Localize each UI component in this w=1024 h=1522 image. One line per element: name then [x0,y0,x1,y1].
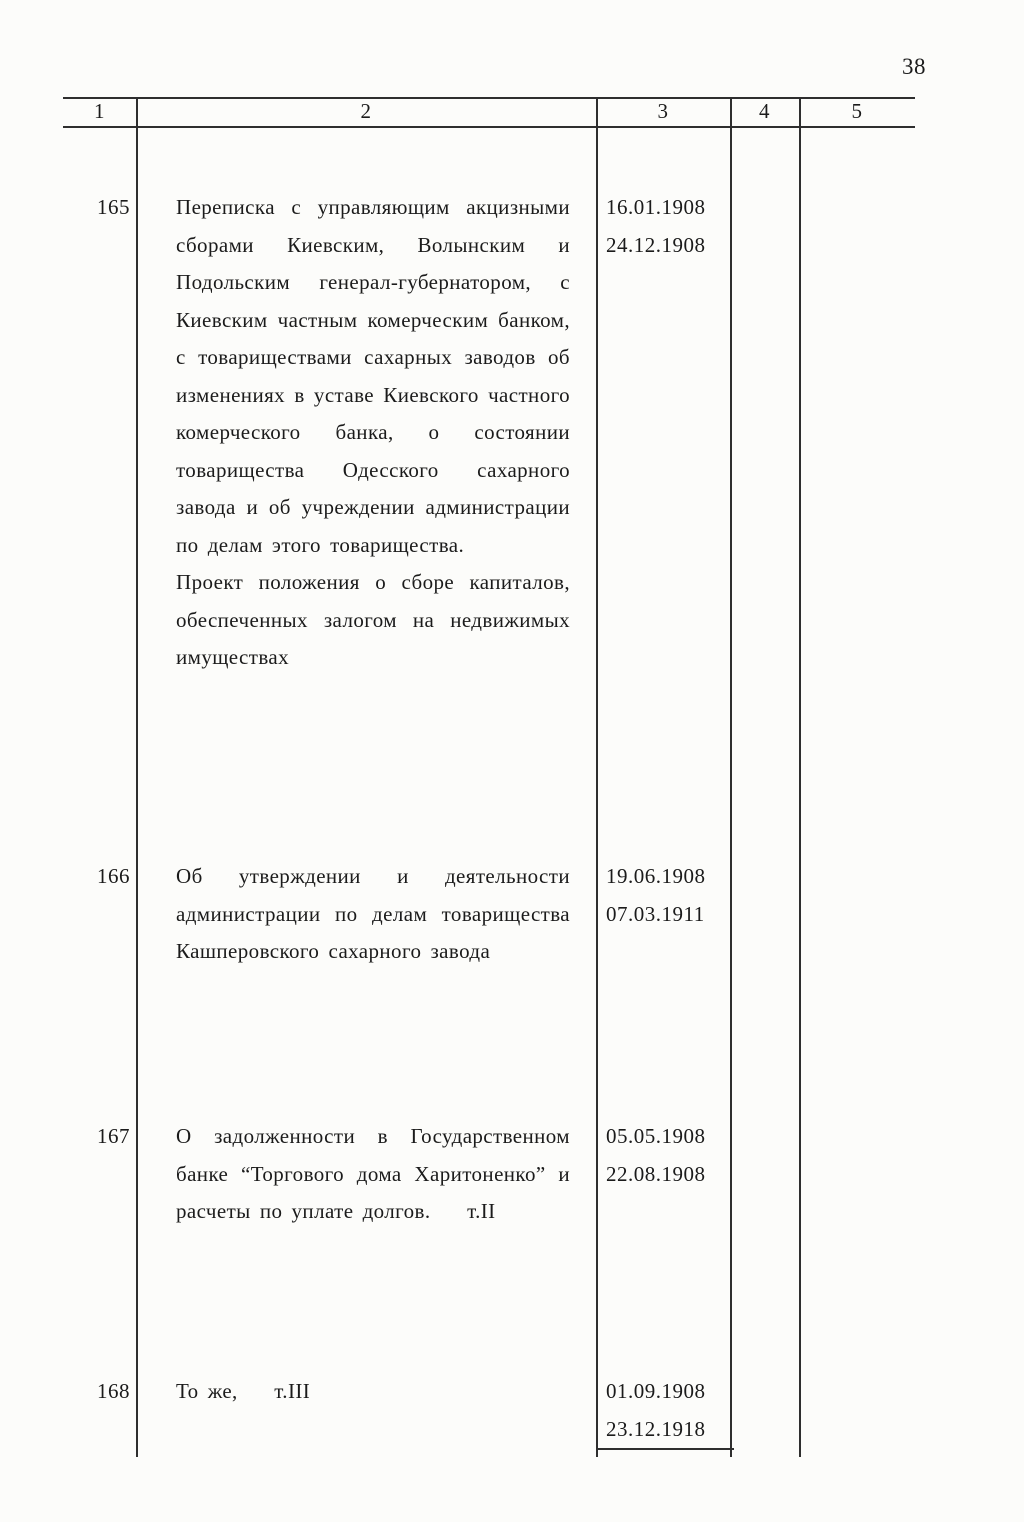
case-description-paragraph: Проект положения о сборе капиталов, обеспеченных залогом на недвижимых имуществах [176,570,570,669]
case-description [176,189,570,677]
date-end: 07.03.1911 [606,901,705,926]
case-number: 165 [97,195,130,219]
column-divider-1 [136,97,138,1457]
column-header-3: 3 [657,99,669,123]
case-description-paragraph: Об утверждении и деятельности администрации по делам товарищества Кашперовского сахарного завода [176,864,570,963]
case-description-paragraph: Переписка с управляющим акцизными сборами Киевским, Волынским и Подольским генерал-губернатором, с Киевским частным комерческим банком, с товариществами сахарных заводов об изменениях в уставе Киевского частного комерческого банка, о состоянии товарищества Одесского сахарного завода и об учреждении администрации по делам этого товарищества. [176,195,570,557]
date-end: 23.12.1918 [606,1416,706,1441]
column-divider-2 [596,97,598,1457]
date-start: 01.09.1908 [606,1379,706,1403]
date-end: 24.12.1908 [606,232,706,257]
case-dates [606,858,728,933]
case-dates [606,1373,728,1448]
case-description-paragraph: То же, т.III [176,1379,311,1403]
column-header-1: 1 [94,99,105,123]
page-number: 38 [902,54,926,79]
case-description [176,1373,570,1411]
table-header-bottom-rule [63,126,915,128]
date-start: 19.06.1908 [606,864,706,888]
case-number: 167 [97,1124,130,1148]
date-start: 16.01.1908 [606,195,706,219]
case-description [176,1118,570,1231]
case-number: 168 [97,1379,130,1403]
case-number: 166 [97,864,130,888]
case-description-paragraph: О задолженности в Государственном банке “Торгового дома Харитоненко” и расчеты по уплате долгов. т.II [176,1124,570,1223]
column-header-2: 2 [360,99,372,123]
case-description [176,858,570,971]
column-divider-3 [730,97,732,1457]
column-header-5: 5 [851,99,863,123]
case-dates [606,1118,728,1193]
dates-column-bottom-rule [596,1448,734,1450]
column-divider-4 [799,97,801,1457]
date-start: 05.05.1908 [606,1124,706,1148]
date-end: 22.08.1908 [606,1161,706,1186]
column-header-4: 4 [759,99,770,123]
case-dates [606,189,728,264]
